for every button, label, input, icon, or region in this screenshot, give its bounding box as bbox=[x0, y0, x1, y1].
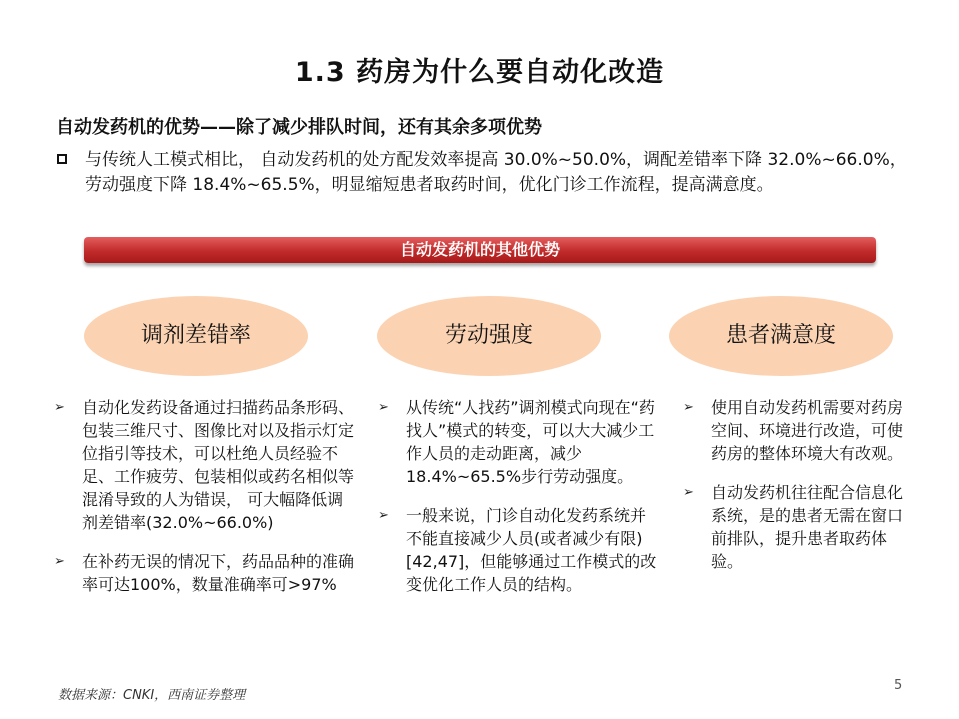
bullet-text: 自动化发药设备通过扫描药品条形码、包装三维尺寸、图像比对以及指示灯定位指引等技术，可以杜绝人员经验不足、工作疲劳、包装相似或药名相似等混淆导致的人为错误， 可大幅降低调剂差错率(32.0%~66.0%) bbox=[82, 398, 355, 532]
bullet-text: 在补药无误的情况下，药品品种的准确率可达100%，数量准确率可>97% bbox=[82, 552, 355, 594]
bullet-item bbox=[378, 504, 658, 596]
section-subtitle: 自动发药机的优势——除了减少排队时间，还有其余多项优势 bbox=[56, 117, 542, 138]
intro-paragraph bbox=[56, 148, 916, 198]
data-source-note: 数据来源：CNKI，西南证券整理 bbox=[58, 688, 246, 703]
arrow-bullet-icon: ➢ bbox=[378, 400, 389, 415]
bullet-item bbox=[54, 396, 359, 534]
bullet-text: 使用自动发药机需要对药房空间、环境进行改造，可使药房的整体环境大有改观。 bbox=[711, 398, 904, 463]
oval-heading-dispensing-error: 调剂差错率 bbox=[84, 296, 308, 376]
arrow-bullet-icon: ➢ bbox=[54, 400, 65, 415]
oval-heading-patient-satisfaction: 患者满意度 bbox=[669, 296, 893, 376]
column-patient-satisfaction bbox=[683, 396, 907, 573]
bullet-item bbox=[54, 550, 359, 596]
bullet-item bbox=[683, 396, 907, 465]
bullet-item bbox=[683, 481, 907, 573]
column-labor-intensity bbox=[378, 396, 658, 596]
intro-text: 与传统人工模式相比， 自动发药机的处方配发效率提高 30.0%~50.0%，调配差错率下降 32.0%~66.0%，劳动强度下降 18.4%~65.5%，明显缩短患者取药时间，优化门诊工作流程，提高满意度。 bbox=[85, 150, 907, 195]
page-title: 1.3 药房为什么要自动化改造 bbox=[294, 57, 665, 88]
oval-heading-labor-intensity: 劳动强度 bbox=[377, 296, 601, 376]
banner-other-advantages: 自动发药机的其他优势 bbox=[84, 237, 876, 263]
square-bullet-icon bbox=[57, 154, 67, 164]
arrow-bullet-icon: ➢ bbox=[683, 485, 694, 500]
bullet-text: 从传统“人找药”调剂模式向现在“药找人”模式的转变，可以大大减少工作人员的走动距离，减少 18.4%~65.5%步行劳动强度。 bbox=[406, 398, 655, 486]
arrow-bullet-icon: ➢ bbox=[683, 400, 694, 415]
bullet-item bbox=[378, 396, 658, 488]
bullet-text: 自动发药机往往配合信息化系统，是的患者无需在窗口前排队，提升患者取药体验。 bbox=[711, 483, 904, 571]
arrow-bullet-icon: ➢ bbox=[378, 508, 389, 523]
column-dispensing-error bbox=[54, 396, 359, 596]
page-number: 5 bbox=[894, 678, 903, 693]
bullet-text: 一般来说，门诊自动化发药系统并不能直接减少人员(或者减少有限)[42,47]，但能够通过工作模式的改变优化工作人员的结构。 bbox=[406, 506, 657, 594]
arrow-bullet-icon: ➢ bbox=[54, 554, 65, 569]
